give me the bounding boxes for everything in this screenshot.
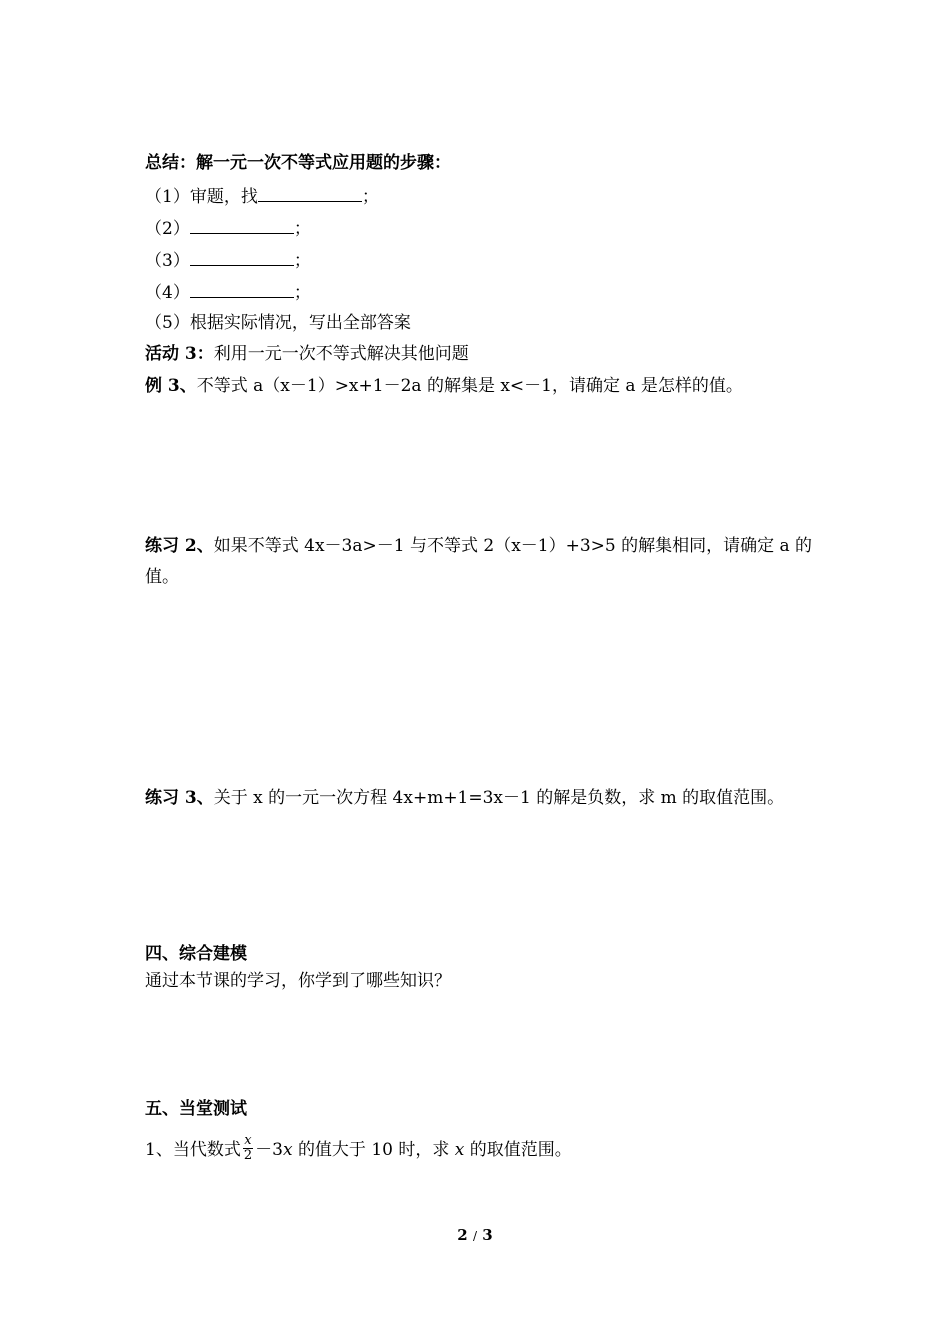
summary-step-4 (145, 280, 311, 304)
page-number (0, 1226, 950, 1244)
fraction-numerator: x (244, 1133, 252, 1148)
example-3-text: 不等式 a（x－1）>x+1－2a 的解集是 x<－1，请确定 a 是怎样的值。 (196, 376, 743, 396)
exercise-3-label: 练习 3、 (145, 788, 214, 808)
step-5-text: （5）根据实际情况，写出全部答案 (145, 313, 411, 333)
exercise-2-continued: 值。 (145, 567, 179, 587)
activity-3-label: 活动 3： (145, 344, 214, 364)
exercise-3-text: 关于 x 的一元一次方程 4x+m+1=3x－1 的解是负数，求 m 的取值范围。 (213, 788, 785, 808)
exercise-2-text: 如果不等式 4x－3a>－1 与不等式 2（x－1）+3>5 的解集相同，请确定 a 的 (213, 536, 813, 556)
answer-blank-1[interactable] (258, 184, 362, 202)
summary-step-3 (145, 248, 311, 272)
step-3-suffix: ； (293, 251, 311, 271)
fraction-x-over-2 (243, 1134, 253, 1163)
q1-end: 的取值范围。 (469, 1140, 572, 1160)
page-total: 3 (482, 1226, 493, 1244)
step-2-suffix: ； (293, 219, 311, 239)
section-5-heading: 五、当堂测试 (145, 1099, 247, 1119)
exercise-3 (145, 787, 784, 809)
answer-blank-3[interactable] (190, 248, 294, 266)
step-2-text: （2） (145, 219, 190, 239)
example-3-label: 例 3、 (145, 376, 197, 396)
fraction-denominator: 2 (243, 1148, 253, 1163)
summary-step-5 (145, 312, 411, 334)
summary-step-1 (145, 184, 379, 208)
step-4-text: （4） (145, 283, 190, 303)
q1-variable-x-2: x (454, 1140, 465, 1160)
section-4-text: 通过本节课的学习，你学到了哪些知识？ (145, 971, 451, 991)
test-question-1 (145, 1133, 572, 1165)
step-1-text: （1）审题，找 (145, 187, 258, 207)
answer-blank-2[interactable] (190, 216, 294, 234)
exercise-2 (145, 535, 812, 557)
q1-minus-term: －3 (255, 1140, 283, 1160)
section-4-heading: 四、综合建模 (145, 944, 247, 964)
activity-3-text: 利用一元一次不等式解决其他问题 (213, 344, 469, 364)
q1-variable-x: x (282, 1140, 293, 1160)
page-separator: / (472, 1229, 478, 1243)
step-3-text: （3） (145, 251, 190, 271)
q1-prefix: 1、当代数式 (145, 1140, 241, 1160)
step-1-suffix: ； (361, 187, 379, 207)
summary-step-2 (145, 216, 311, 240)
example-3 (145, 375, 743, 397)
exercise-2-label: 练习 2、 (145, 536, 214, 556)
page-current: 2 (457, 1226, 468, 1244)
activity-3 (145, 343, 469, 365)
answer-blank-4[interactable] (190, 280, 294, 298)
q1-condition: 的值大于 10 时，求 (297, 1140, 450, 1160)
summary-title: 总结：解一元一次不等式应用题的步骤： (145, 153, 451, 173)
step-4-suffix: ； (293, 283, 311, 303)
